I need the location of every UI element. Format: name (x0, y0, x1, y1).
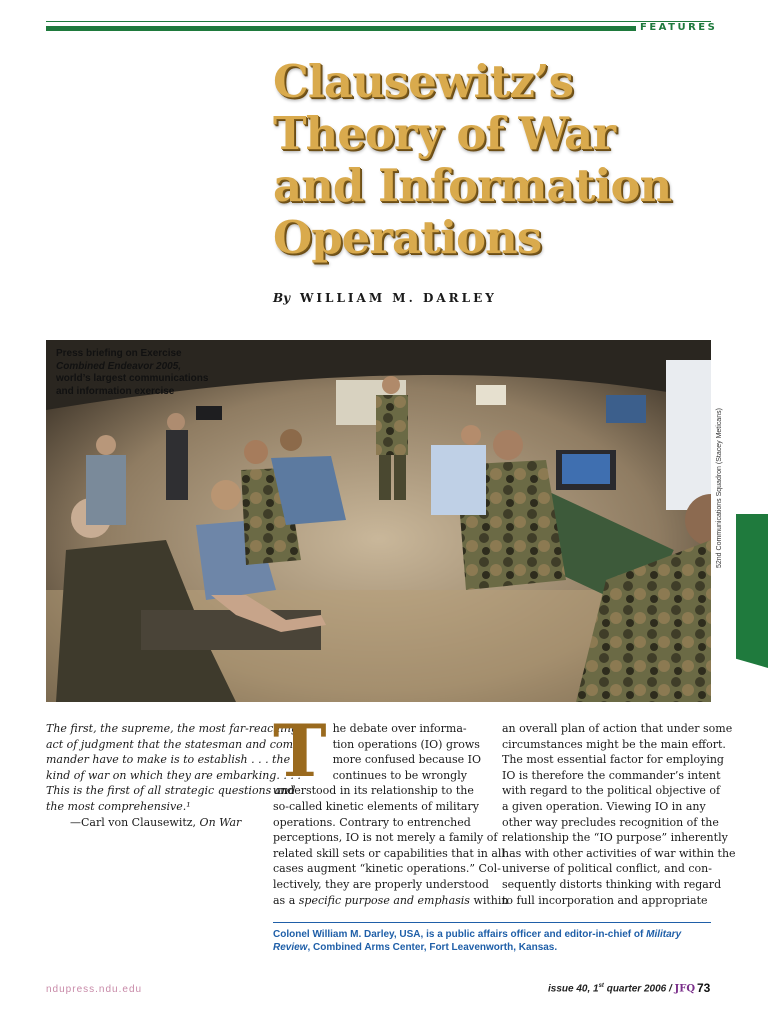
author-bio (273, 928, 713, 954)
body-column-1 (273, 708, 509, 908)
body-line: perceptions, IO is not merely a family of (273, 831, 498, 845)
caption-exercise-name: Combined Endeavor 2005, (56, 360, 182, 372)
bio-rule (273, 922, 711, 923)
body-line: with regard to the political objective of (502, 784, 721, 798)
body-line: a given operation. Viewing IO in any (502, 799, 706, 813)
photo-caption (56, 348, 216, 398)
header-rule (46, 21, 711, 22)
body-line: he debate over informa- (332, 722, 467, 735)
byline (273, 291, 497, 305)
title-line-3: and Information (273, 159, 672, 212)
body-text: within (469, 893, 509, 907)
body-emphasis: specific purpose and emphasis (298, 893, 470, 907)
body-line: has with other activities of war within the (502, 846, 736, 860)
epigraph (46, 721, 301, 830)
byline-author: WILLIAM M. DARLEY (299, 291, 497, 305)
epigraph-line: kind of war on which they are embarking. . . . (46, 768, 301, 782)
epigraph-line: act of judgment that the statesman and com- (46, 737, 297, 751)
body-line: other way precludes recognition of the (502, 815, 719, 829)
epigraph-line: This is the first of all strategic questions and (46, 784, 296, 798)
body-line: continues to be wrongly (332, 768, 467, 782)
body-line: more confused because IO (332, 753, 481, 767)
body-line: to full incorporation and appropriate (502, 893, 708, 907)
body-column-2 (502, 721, 736, 908)
body-line: lectively, they are properly understood (273, 877, 489, 891)
epigraph-source-author: —Carl von Clausewitz, (70, 815, 200, 829)
epigraph-line: the most comprehensive.¹ (46, 799, 191, 813)
body-line: circumstances might be the main effort. (502, 737, 726, 751)
body-line: relationship the “IO purpose” inherently (502, 831, 728, 845)
side-tab (736, 514, 768, 668)
bio-text-end: , Combined Arms Center, Fort Leavenworth, Kansas. (307, 942, 558, 953)
article-title (273, 56, 733, 264)
footer-url[interactable]: ndupress.ndu.edu (46, 984, 143, 995)
header-bar (46, 26, 636, 31)
body-line: related skill sets or capabilities that in all (273, 846, 505, 860)
title-line-2: Theory of War (273, 107, 615, 160)
issue-ordinal: st (598, 983, 604, 989)
article-photo (46, 340, 711, 702)
section-label: FEATURES (640, 22, 718, 33)
body-text: as a (273, 893, 299, 907)
body-line-last (273, 893, 509, 909)
bio-publication: Military Review (273, 929, 682, 953)
title-line-4: Operations (273, 211, 542, 264)
epigraph-source (46, 815, 256, 831)
drop-cap: T (273, 708, 327, 793)
footer-issue (548, 983, 695, 994)
body-line: IO is therefore the commander’s intent (502, 768, 721, 782)
caption-text-post: world’s largest communications and information exercise (56, 373, 209, 397)
epigraph-source-work: On War (199, 815, 242, 829)
byline-by: By (273, 291, 291, 305)
issue-quarter: quarter 2006 / (603, 983, 675, 995)
body-line: tion operations (IO) grows (332, 737, 480, 751)
journal-name: JFQ (674, 983, 696, 995)
photo-credit: 52nd Communications Squadron (Stacey Meticans) (716, 408, 723, 568)
epigraph-line: mander have to make is to establish . . . the (46, 753, 291, 767)
body-line: an overall plan of action that under some (502, 722, 733, 735)
page-number: 73 (697, 981, 711, 995)
body-line: universe of political conflict, and con- (502, 862, 712, 876)
body-line: The most essential factor for employing (502, 753, 724, 767)
body-line: understood in its relationship to the (273, 784, 474, 798)
body-line: operations. Contrary to entrenched (273, 815, 471, 829)
body-line: cases augment “kinetic operations.” Col- (273, 862, 501, 876)
caption-text-pre: Press briefing on Exercise (56, 348, 182, 359)
issue-text: issue 40, 1 (548, 983, 599, 995)
body-line: sequently distorts thinking with regard (502, 877, 722, 891)
epigraph-line: The first, the supreme, the most far-reaching (46, 722, 299, 735)
bio-text: Colonel William M. Darley, USA, is a public affairs officer and editor-in-chief of (273, 929, 647, 940)
body-line: so-called kinetic elements of military (273, 799, 479, 813)
title-line-1: Clausewitz’s (273, 55, 573, 108)
